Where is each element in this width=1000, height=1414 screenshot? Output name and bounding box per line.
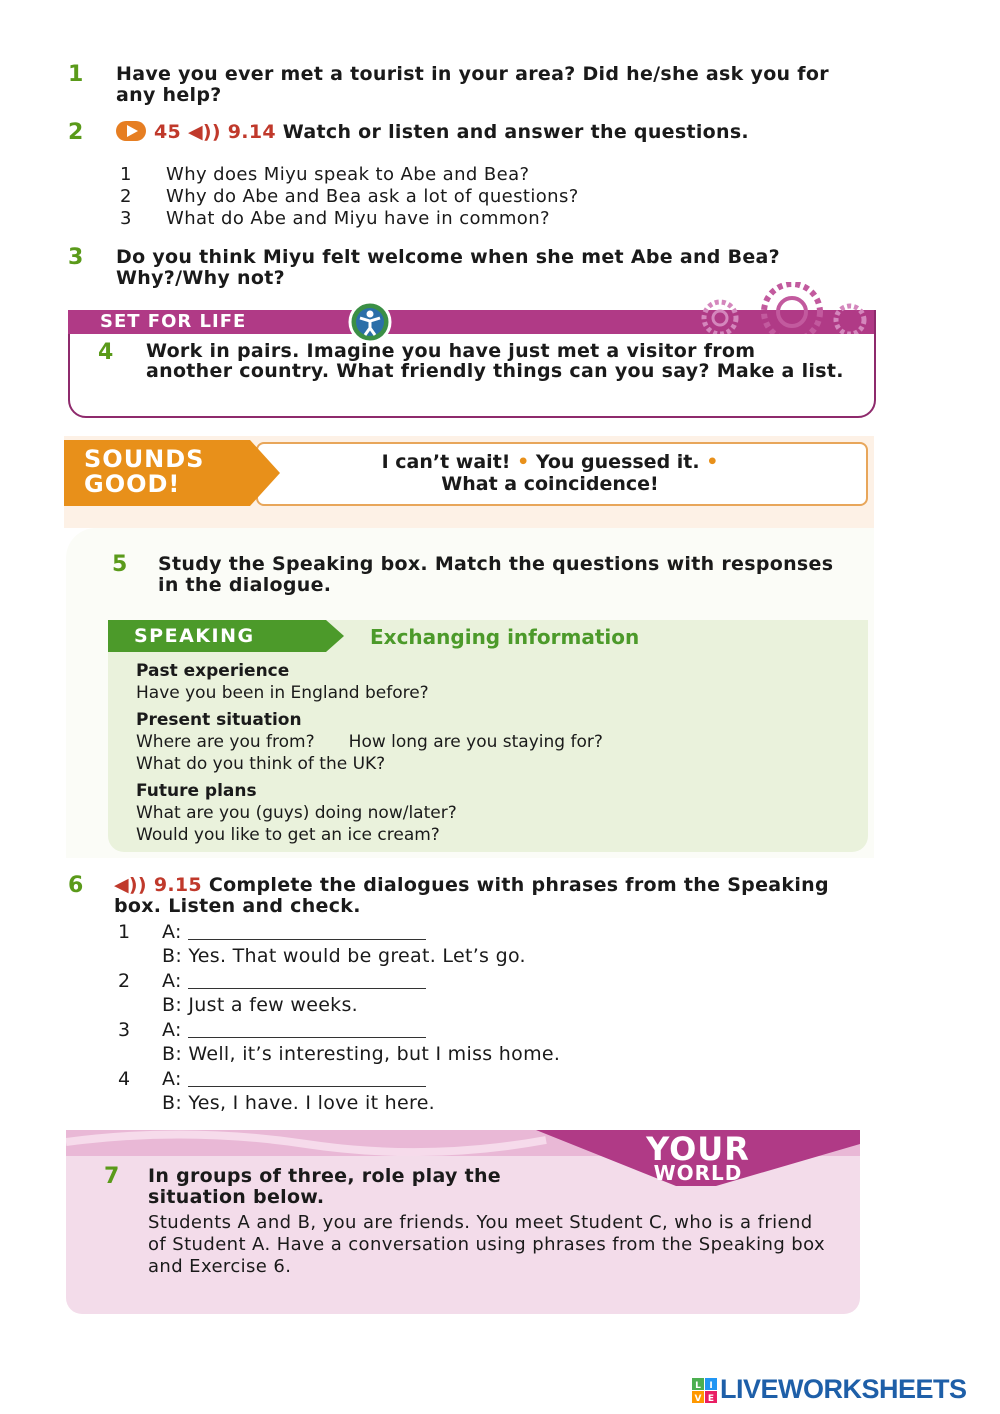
video-number: 45 <box>154 121 182 143</box>
svg-text:V: V <box>694 1394 702 1404</box>
audio-track: 9.14 <box>227 121 276 143</box>
liveworksheets-logo-icon <box>692 1378 718 1404</box>
exercise-2-question <box>116 121 836 143</box>
speaker-icon[interactable]: ◀)) <box>114 874 147 896</box>
exercise-3-question: Do you think Miyu felt welcome when she met Abe and Bea? Why?/Why not? <box>116 246 780 289</box>
exercise-6-question <box>114 875 834 917</box>
exercise-5-number: 5 <box>112 552 128 577</box>
your-world-label: YOUR WORLD <box>646 1130 750 1185</box>
dialogue-line-a: 4 A: <box>118 1067 426 1091</box>
dialogue-line-b: B: Well, it’s interesting, but I miss home. <box>162 1043 561 1065</box>
question-list-item: 3 What do Abe and Miyu have in common? <box>120 208 550 229</box>
dialogue-line-b: B: Just a few weeks. <box>162 994 359 1016</box>
exercise-7-number: 7 <box>104 1164 120 1189</box>
speaker-icon[interactable]: ◀)) <box>187 121 221 143</box>
exercise-6-text: Complete the dialogues with phrases from the Speaking box. Listen and check. <box>114 874 829 917</box>
exercise-6-number: 6 <box>68 873 84 898</box>
exercise-1-number: 1 <box>68 62 84 87</box>
set-for-life-label: SET FOR LIFE <box>100 311 247 332</box>
exercise-7-heading: In groups of three, role play the situation below. <box>148 1165 501 1208</box>
speaking-label: SPEAKING <box>134 625 255 647</box>
exercise-3-number: 3 <box>68 245 84 270</box>
video-play-icon[interactable] <box>116 121 146 141</box>
speaking-content: Past experience Have you been in England before? Present situation Where are you from? How long are you staying for? What do you think of the UK? Future plans What are you (guys) doing now/later? Would you like to get an ice cream? <box>136 661 603 845</box>
dialogue-line-b: B: Yes. That would be great. Let’s go. <box>162 945 526 967</box>
answer-blank[interactable] <box>188 1070 426 1087</box>
answer-blank[interactable] <box>188 923 426 940</box>
dialogue-line-a: 3 A: <box>118 1018 426 1042</box>
question-list-item: 1 Why does Miyu speak to Abe and Bea? <box>120 164 530 185</box>
exercise-4-question: Work in pairs. Imagine you have just met a visitor from another country. What friendly things can you say? Make a list. <box>146 340 844 382</box>
person-icon <box>326 300 414 344</box>
liveworksheets-brand[interactable]: LIVEWORKSHEETS <box>720 1374 967 1404</box>
answer-blank[interactable] <box>188 1021 426 1038</box>
exercise-2-number: 2 <box>68 120 84 145</box>
speaking-title: Exchanging information <box>370 625 640 649</box>
svg-text:E: E <box>707 1394 715 1404</box>
dialogue-line-a: 1 A: <box>118 920 426 944</box>
answer-blank[interactable] <box>188 972 426 989</box>
dialogue-line-a: 2 A: <box>118 969 426 993</box>
audio-track: 9.15 <box>153 874 202 896</box>
exercise-7-text: Students A and B, you are friends. You meet Student C, who is a friend of Student A. Have a conversation using phrases from the Speaking box and Exercise 6. <box>148 1212 826 1277</box>
svg-text:L: L <box>695 1381 701 1391</box>
question-list-item: 2 Why do Abe and Bea ask a lot of questions? <box>120 186 579 207</box>
gears-icon <box>680 282 880 334</box>
sounds-good-label: SOUNDS GOOD! <box>84 445 205 498</box>
exercise-2-text: Watch or listen and answer the questions. <box>282 121 749 143</box>
svg-text:I: I <box>709 1381 713 1391</box>
sounds-good-phrases: I can’t wait! • You guessed it. • What a coincidence! <box>381 451 719 495</box>
dialogue-line-b: B: Yes, I have. I love it here. <box>162 1092 436 1114</box>
exercise-4-number: 4 <box>98 340 114 365</box>
exercise-1-question: Have you ever met a tourist in your area? Did he/she ask you for any help? <box>116 63 829 106</box>
exercise-5-question: Study the Speaking box. Match the questions with responses in the dialogue. <box>158 553 834 596</box>
